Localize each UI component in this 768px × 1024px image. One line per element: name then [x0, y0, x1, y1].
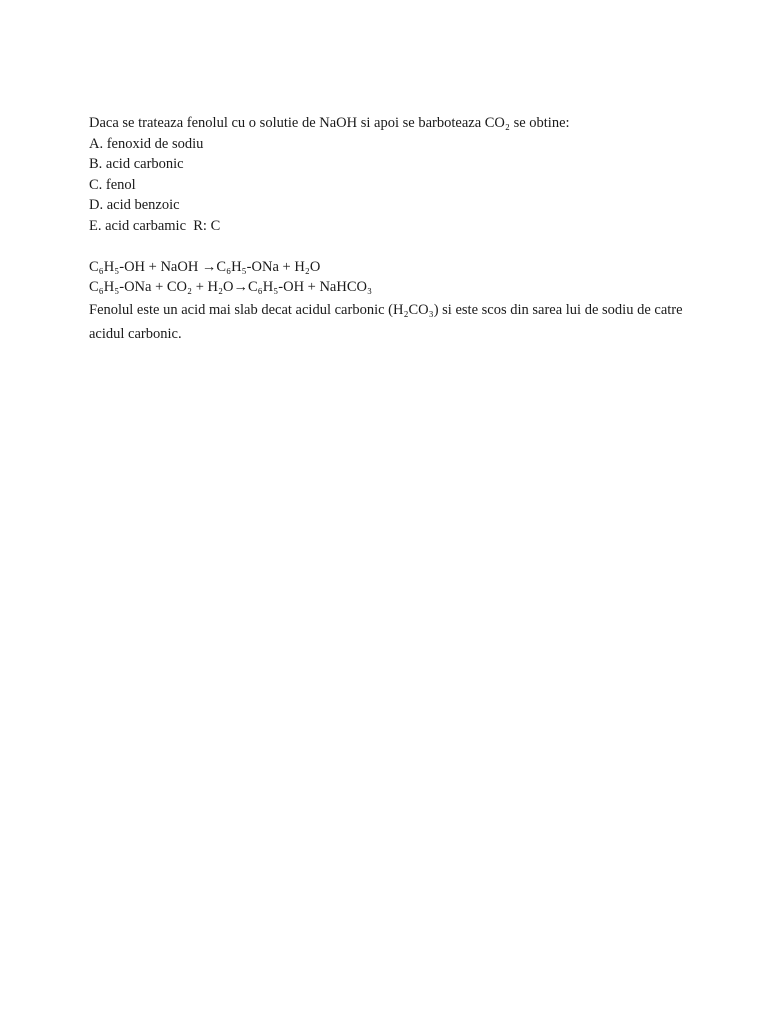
- blank-line: [89, 236, 689, 257]
- reaction-1: C₆H₅-OH + NaOH →C₆H₅-ONa + H₂O: [89, 258, 321, 275]
- option-c: C. fenol: [89, 176, 136, 193]
- document-content: [89, 113, 689, 346]
- explanation-paragraph: Fenolul este un acid mai slab decat acidul carbonic (H₂CO₃) si este scos din sarea lui de sodiu de catre acidul carbonic.: [89, 301, 683, 342]
- option-d: D. acid benzoic: [89, 197, 180, 213]
- option-e-with-answer: E. acid carbamic R: C: [89, 217, 221, 234]
- option-a: A. fenoxid de sodiu: [89, 135, 204, 152]
- question-text: Daca se trateaza fenolul cu o solutie de NaOH si apoi se barboteaza CO₂ se obtine:: [89, 115, 570, 131]
- reaction-2: C₆H₅-ONa + CO₂ + H₂O→C₆H₅-OH + NaHCO₃: [89, 279, 373, 295]
- option-b: B. acid carbonic: [89, 156, 184, 172]
